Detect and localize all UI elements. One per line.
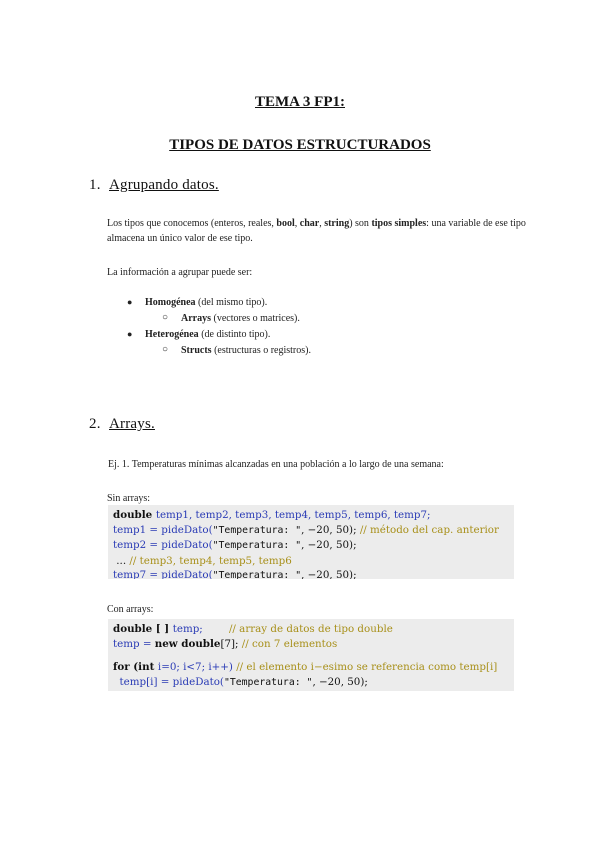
sub-bullet-icon: ○ — [162, 312, 169, 323]
section-number: 1. — [89, 177, 101, 193]
code-line: temp7 = pideDato("Temperatura: ", −20, 50); — [113, 569, 357, 579]
intro-paragraph: Los tipos que conocemos (enteros, reales, bool, char, string) son tipos simples: una variable de ese tipo almacena un único valor de ese tipo. — [107, 218, 526, 244]
list-item: ● Homogénea (del mismo tipo). — [127, 297, 268, 308]
bullet-icon: ● — [127, 329, 133, 339]
list-item: ○ Arrays (vectores o matrices). — [162, 312, 300, 324]
section-title: Arrays. — [109, 416, 155, 432]
code-line: double [ ] temp; // array de datos de tipo double — [113, 623, 393, 635]
section-heading-2 — [89, 416, 155, 433]
code-line: temp = new double[7]; // con 7 elementos — [113, 637, 338, 650]
code-block-without-arrays — [108, 505, 514, 579]
doc-title: TEMA 3 FP1: — [255, 94, 345, 110]
code-block-with-arrays — [108, 619, 514, 691]
grouping-paragraph: La información a agrupar puede ser: — [107, 267, 253, 278]
list-item: ● Heterogénea (de distinto tipo). — [127, 329, 271, 340]
list-item: ○ Structs (estructuras o registros). — [162, 344, 311, 356]
code-line: temp1 = pideDato("Temperatura: ", −20, 50); // método del cap. anterior — [113, 523, 499, 536]
section-heading-1 — [89, 177, 219, 194]
doc-subtitle: TIPOS DE DATOS ESTRUCTURADOS — [169, 137, 431, 153]
code-line: double temp1, temp2, temp3, temp4, temp5, temp6, temp7; — [113, 509, 431, 521]
section-title: Agrupando datos. — [109, 177, 219, 193]
code-line: for (int i=0; i<7; i++) // el elemento i−esimo se referencia como temp[i] — [113, 661, 498, 673]
code-line: temp2 = pideDato("Temperatura: ", −20, 50); — [113, 539, 357, 551]
without-arrays-label: Sin arrays: — [107, 493, 151, 504]
with-arrays-label: Con arrays: — [107, 604, 154, 615]
section-number: 2. — [89, 416, 101, 432]
code-line: temp[i] = pideDato("Temperatura: ", −20, 50); — [113, 675, 368, 688]
example-text: Ej. 1. Temperaturas mínimas alcanzadas en una población a lo largo de una semana: — [108, 459, 444, 470]
sub-bullet-icon: ○ — [162, 344, 169, 355]
bullet-icon: ● — [127, 297, 133, 307]
code-line: ... // temp3, temp4, temp5, temp6 — [113, 554, 292, 567]
bullet-list — [107, 297, 311, 361]
